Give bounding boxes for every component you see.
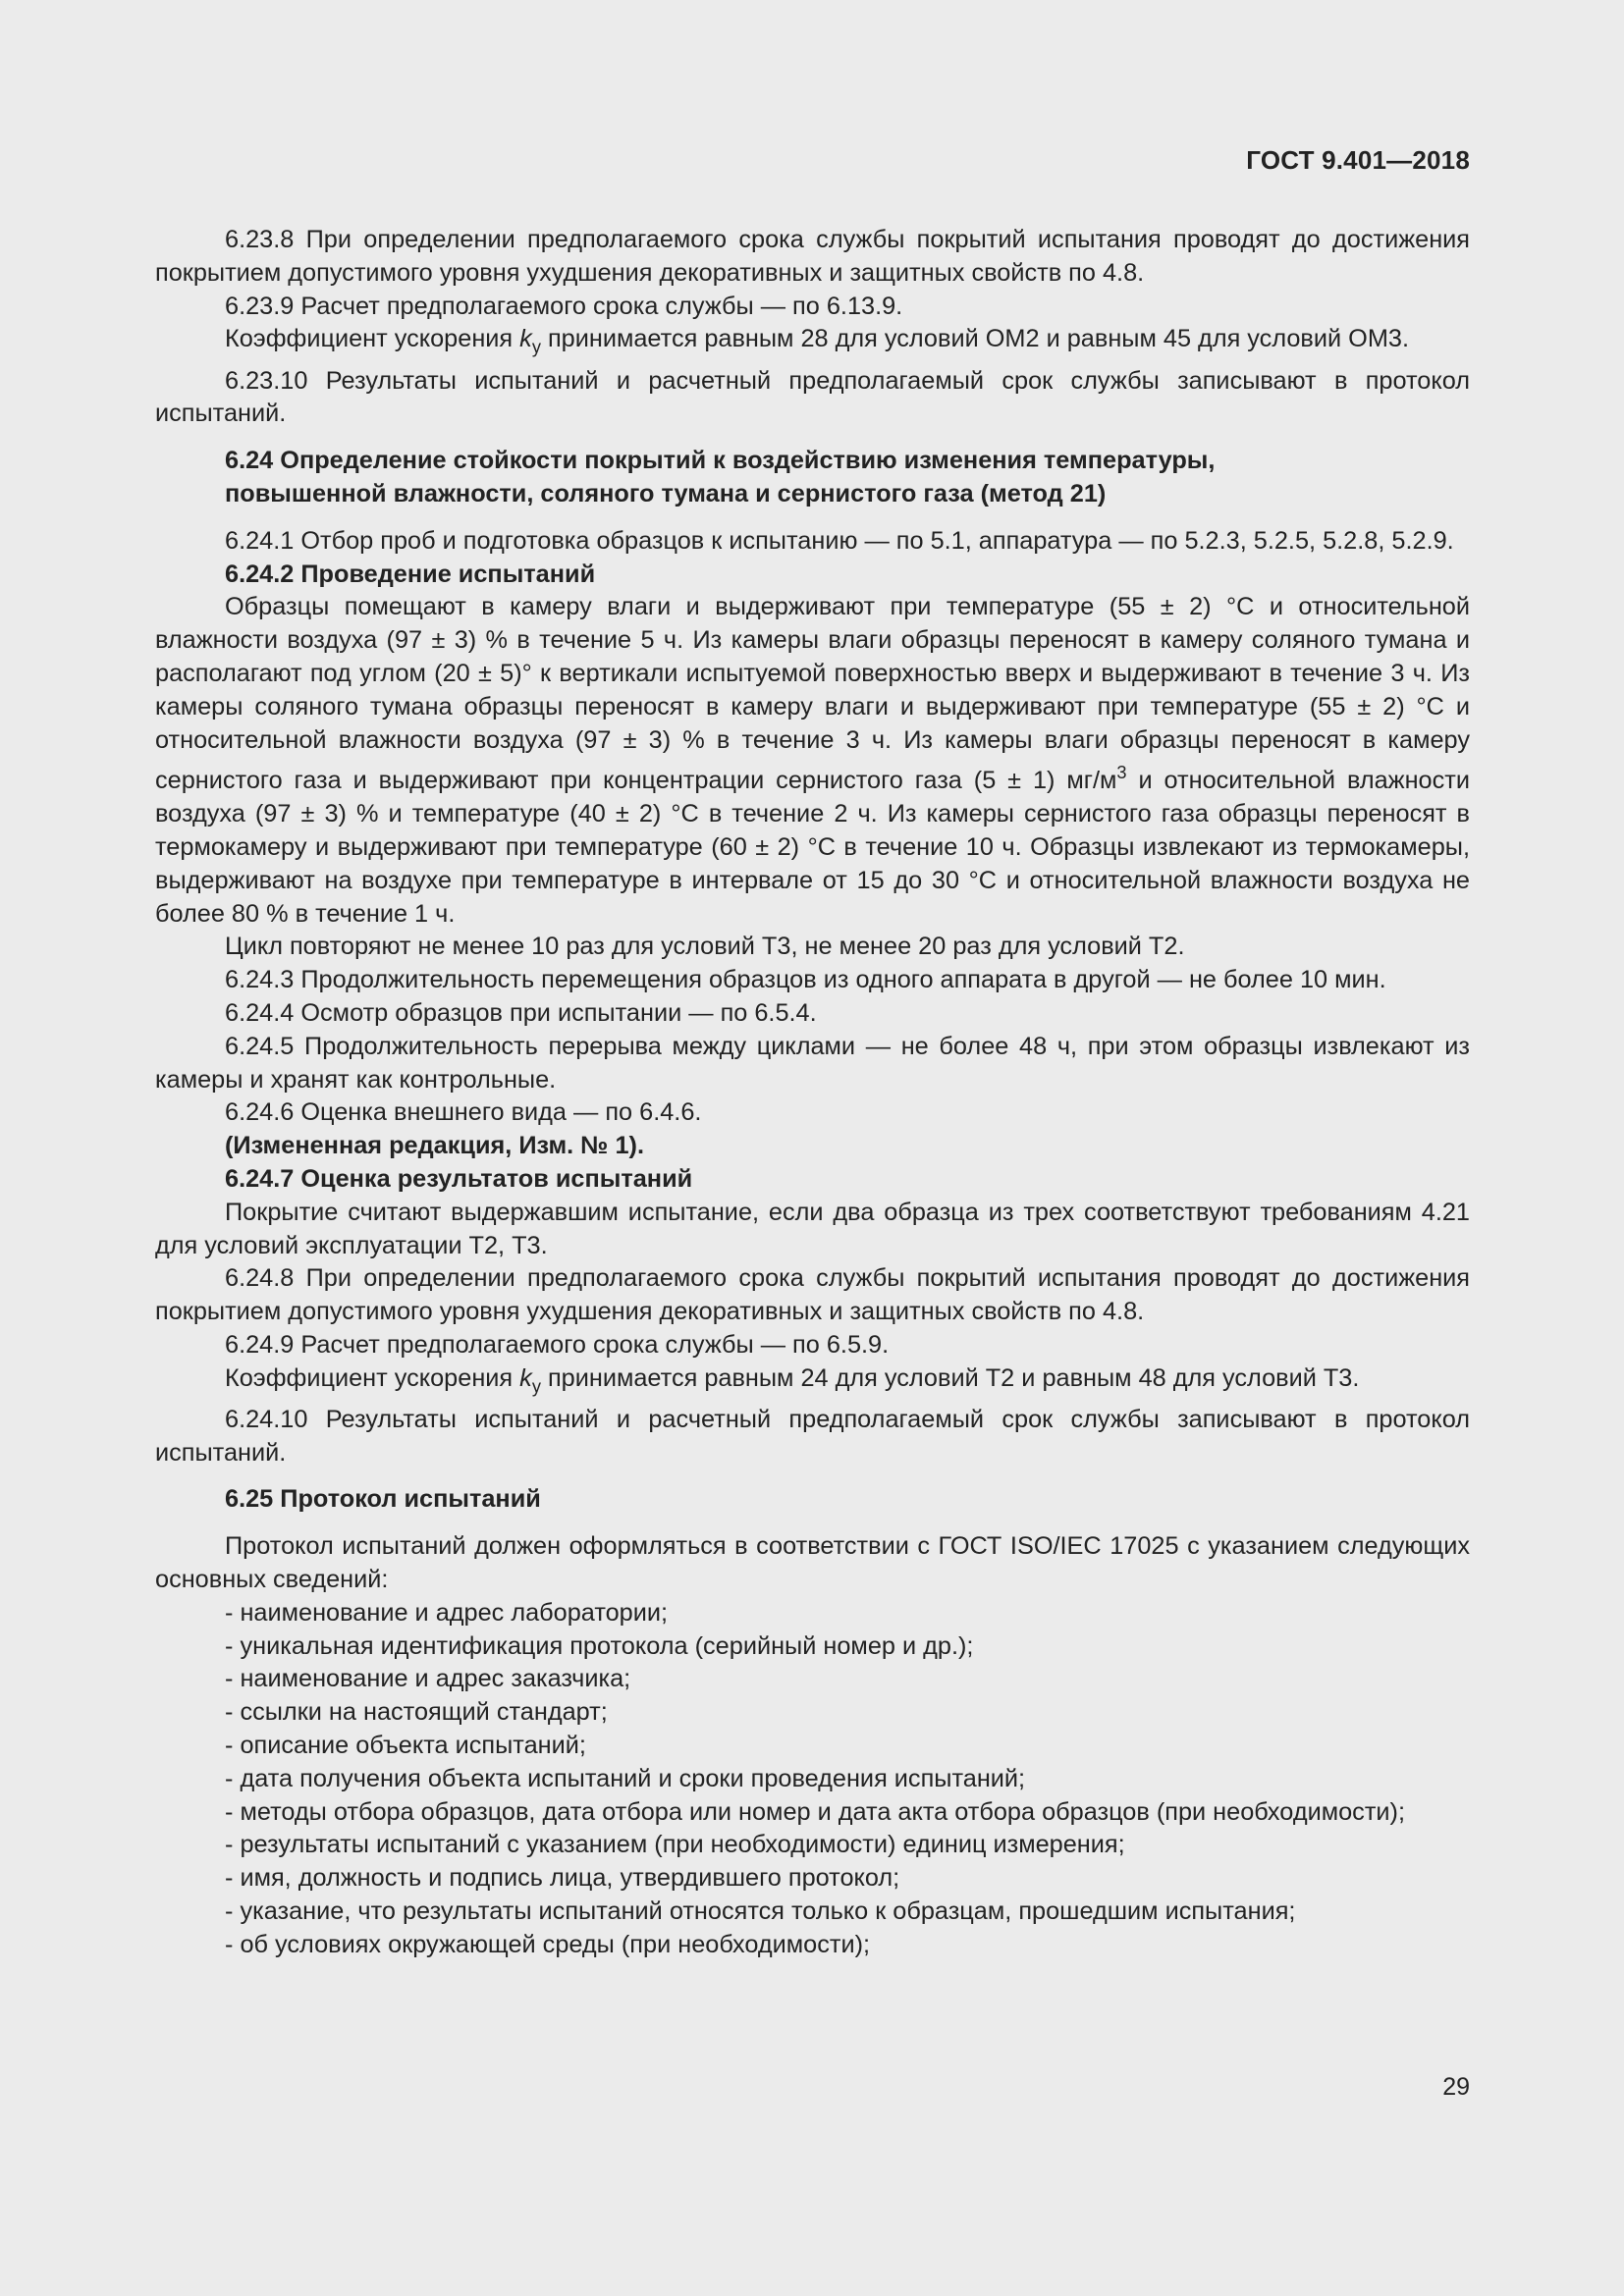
section-title-6-24-line1: 6.24 Определение стойкости покрытий к воздействию изменения температуры, [225,447,1216,475]
list-item: - наименование и адрес лаборатории; [225,1598,669,1627]
paragraph-6-23-10: 6.23.10 Результаты испытаний и расчетный предполагаемый срок службы записывают в протокол испытаний. [155,366,1470,428]
paragraph-6-24-8: 6.24.8 При определении предполагаемого срока службы покрытий испытания проводят до достижения покрытием допустимого уровня ухудшения декоративных и защитных свойств по 4.8. [155,1264,1470,1326]
test-procedure [155,591,1470,931]
page-number: 29 [1442,2073,1470,2101]
coef-symbol: k [519,1363,532,1392]
list-item: - дата получения объекта испытаний и сроки проведения испытаний; [225,1764,1026,1792]
coef-text-pre: Коэффициент ускорения [225,325,520,353]
amendment-note: (Измененная редакция, Изм. № 1). [225,1132,644,1160]
paragraph-6-23-8: 6.23.8 При определении предполагаемого срока службы покрытий испытания проводят до достижения покрытием допустимого уровня ухудшения декоративных и защитных свойств по 4.8. [155,226,1470,287]
paragraph-6-23-9: 6.23.9 Расчет предполагаемого срока службы — по 6.13.9. [225,292,903,320]
paragraph-6-24-5: 6.24.5 Продолжительность перерыва между циклами — не более 48 ч, при этом образцы извлекают из камеры и хранят как контрольные. [155,1032,1470,1094]
paragraph-6-24-9: 6.24.9 Расчет предполагаемого срока службы — по 6.5.9. [225,1330,890,1359]
procedure-superscript: 3 [1116,763,1127,783]
document-header: ГОСТ 9.401—2018 [1246,145,1470,175]
coef-text-post: принимается равным 24 для условий Т2 и равным 48 для условий Т3. [540,1363,1360,1392]
procedure-text-2: и относительной влажности воздуха (97 ± 3) % и температуре (40 ± 2) °С в течение 2 ч. Из камеры сернистого газа образцы переносят в термокамеру и выдерживают при температуре (60 ± 2) °С в течение 10 ч. Образцы извлекают из термокамеры, выдерживают на воздухе при температуре в интервале от 15 до 30 °С и относительной влажности воздуха не более 80 % в течение 1 ч. [155,767,1470,928]
paragraph-6-24-10: 6.24.10 Результаты испытаний и расчетный предполагаемый срок службы записывают в протокол испытаний. [155,1405,1470,1467]
coef-text-post: принимается равным 28 для условий ОМ2 и равным 45 для условий ОМ3. [540,325,1410,353]
coef-symbol: k [519,325,532,353]
paragraph-6-24-3: 6.24.3 Продолжительность перемещения образцов из одного аппарата в другой — не более 10 мин. [225,966,1386,994]
protocol-requirements-list [155,1597,1470,1962]
heading-6-24-2: 6.24.2 Проведение испытаний [225,560,596,588]
evaluation-text: Покрытие считают выдержавшим испытание, если два образца из трех соответствуют требованиям 4.21 для условий эксплуатации Т2, Т3. [155,1198,1470,1259]
list-item: - об условиях окружающей среды (при необходимости); [225,1930,871,1958]
list-item: - описание объекта испытаний; [225,1732,586,1760]
acceleration-coefficient-6-24 [155,1362,1470,1404]
list-item: - указание, что результаты испытаний относятся только к образцам, прошедшим испытания; [225,1897,1296,1926]
acceleration-coefficient-6-23 [155,323,1470,364]
coef-subscript: y [531,337,541,357]
coef-text-pre: Коэффициент ускорения [225,1363,520,1392]
section-title-6-24-line2: повышенной влажности, соляного тумана и сернистого газа (метод 21) [225,479,1107,507]
list-item: - уникальная идентификация протокола (серийный номер и др.); [225,1631,974,1660]
section-title-6-25: 6.25 Протокол испытаний [225,1485,541,1514]
cycle-repeat: Цикл повторяют не менее 10 раз для условий Т3, не менее 20 раз для условий Т2. [225,933,1185,961]
list-item: - методы отбора образцов, дата отбора или номер и дата акта отбора образцов (при необходимости); [225,1797,1405,1826]
heading-6-24-7: 6.24.7 Оценка результатов испытаний [225,1164,693,1193]
paragraph-6-24-4: 6.24.4 Осмотр образцов при испытании — по 6.5.4. [225,998,817,1027]
protocol-intro: Протокол испытаний должен оформляться в соответствии с ГОСТ ISO/IEC 17025 с указанием следующих основных сведений: [155,1532,1470,1594]
paragraph-6-24-1: 6.24.1 Отбор проб и подготовка образцов к испытанию — по 5.1, аппаратура — по 5.2.3, 5.2.5, 5.2.8, 5.2.9. [225,526,1454,555]
paragraph-6-24-6: 6.24.6 Оценка внешнего вида — по 6.4.6. [225,1098,702,1127]
list-item: - имя, должность и подпись лица, утвердившего протокол; [225,1864,900,1893]
list-item: - наименование и адрес заказчика; [225,1665,631,1693]
document-body [155,224,1470,1962]
procedure-text-1: Образцы помещают в камеру влаги и выдерживают при температуре (55 ± 2) °С и относительной влажности воздуха (97 ± 3) % в течение 5 ч. Из камеры влаги образцы переносят в камеру соляного тумана и располагают под углом (20 ± 5)° к вертикали испытуемой поверхностью вверх и выдерживают в течение 3 ч. Из камеры соляного тумана образцы переносят в камеру влаги и выдерживают при температуре (55 ± 2) °С и относительной влажности воздуха (97 ± 3) % в течение 3 ч. Из камеры влаги образцы переносят в камеру сернистого газа и выдерживают при концентрации сернистого газа (5 ± 1) мг/м [155,593,1470,795]
coef-subscript: y [531,1376,541,1397]
list-item: - результаты испытаний с указанием (при необходимости) единиц измерения; [225,1831,1125,1859]
list-item: - ссылки на настоящий стандарт; [225,1698,608,1727]
